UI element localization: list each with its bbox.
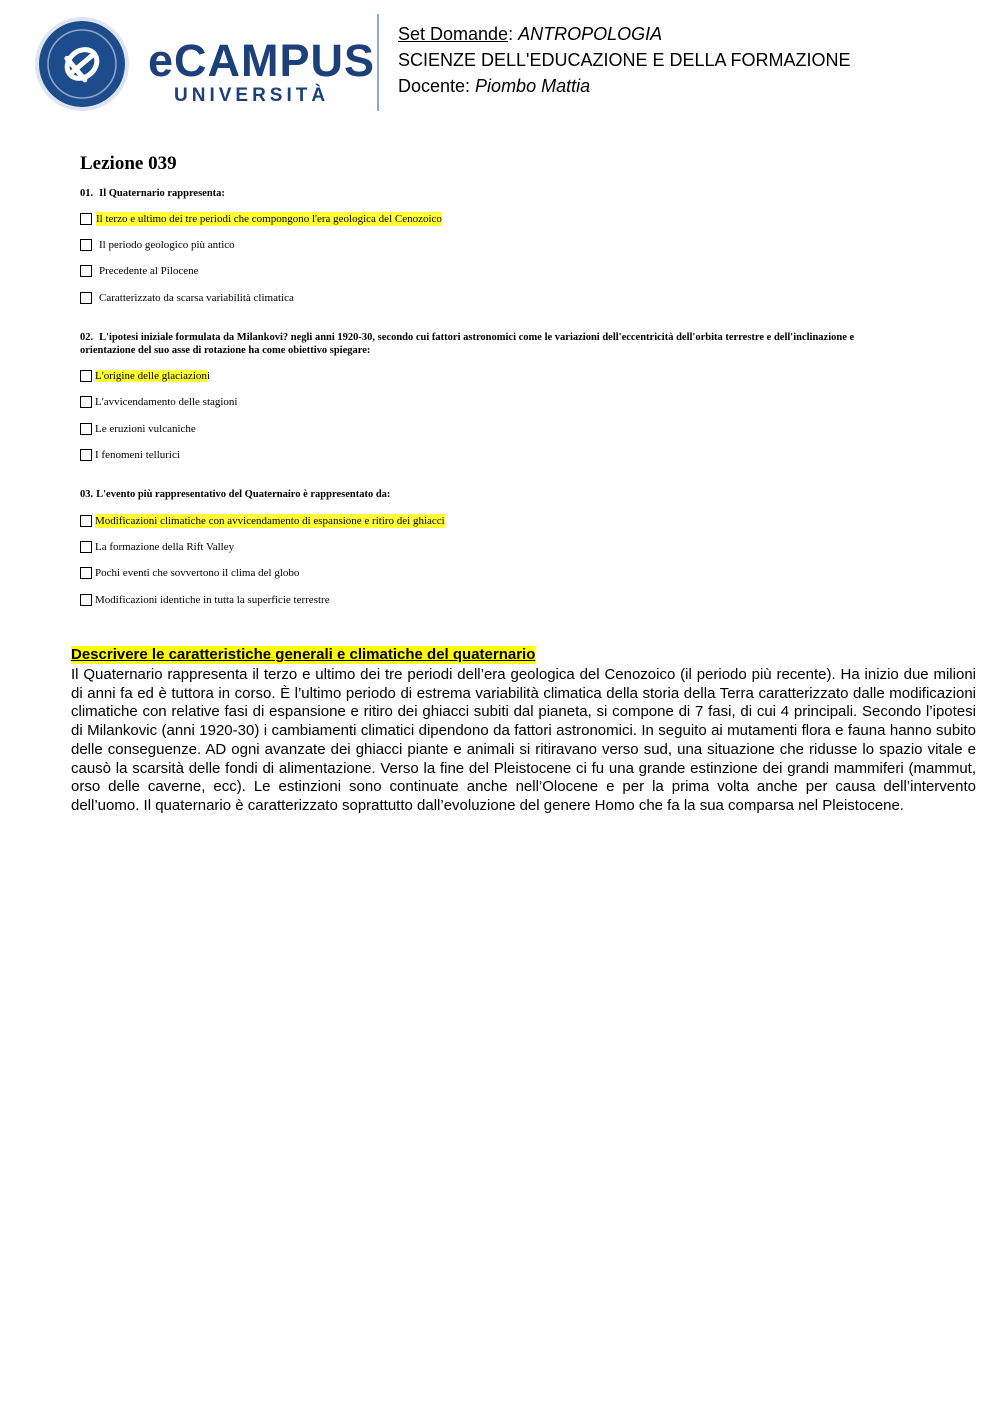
question-number: 01. <box>80 188 94 199</box>
question-2-option-1[interactable] <box>80 368 210 384</box>
question-3-text <box>80 488 880 501</box>
question-prompt: L'ipotesi iniziale formulata da Milankovi? negli anni 1920-30, secondo cui fattori astronomici come le variazioni dell'eccentricità dell'orbita terrestre e dell'inclinazione e orientazione del suo asse di rotazione ha come obiettivo spiegare: <box>80 332 855 356</box>
checkbox[interactable] <box>80 370 92 382</box>
option-label: Caratterizzato da scarsa variabilità climatica <box>99 292 294 304</box>
question-prompt: L'evento più rappresentativo del Quaternairo è rappresentato da: <box>96 489 391 500</box>
checkbox[interactable] <box>80 423 92 435</box>
description-title: Descrivere le caratteristiche generali e climatiche del quaternario <box>71 646 536 663</box>
docente-value: Piombo Mattia <box>475 76 591 96</box>
question-2-option-2[interactable] <box>80 394 238 410</box>
option-label: I fenomeni tellurici <box>95 449 180 461</box>
question-3-option-2[interactable] <box>80 539 234 555</box>
checkbox[interactable] <box>80 265 92 277</box>
option-label: L'avvicendamento delle stagioni <box>95 396 238 408</box>
logo-brand-text: eCAMPUS <box>148 35 376 86</box>
checkbox[interactable] <box>80 396 92 408</box>
lesson-title: Lezione 039 <box>80 153 177 174</box>
set-label: Set Domande <box>398 24 509 44</box>
ecampus-emblem-icon <box>34 16 130 112</box>
checkbox[interactable] <box>80 515 92 527</box>
question-3-option-3[interactable] <box>80 565 299 581</box>
option-label: Pochi eventi che sovvertono il clima del globo <box>95 567 300 579</box>
question-1-text <box>80 187 880 200</box>
checkbox[interactable] <box>80 541 92 553</box>
question-1-option-2[interactable] <box>80 237 235 253</box>
question-1-option-3[interactable] <box>80 263 199 279</box>
set-value: ANTROPOLOGIA <box>518 24 663 44</box>
question-1-option-1[interactable] <box>80 211 442 227</box>
set-separator: : <box>508 24 519 44</box>
checkbox[interactable] <box>80 292 92 304</box>
option-label: Modificazioni climatiche con avvicendamento di espansione e ritiro dei ghiacci <box>95 515 445 527</box>
option-label: Le eruzioni vulcaniche <box>95 423 196 435</box>
description-body: Il Quaternario rappresenta il terzo e ultimo dei tre periodi dell’era geologica del Cenozoico (il periodo più recente). Ha inizio due milioni di anni fa ed è tuttora in corso. È l’ultimo periodo di estrema variabilità climatica della storia della Terra caratterizzato dalle modificazioni climatiche con relative fasi di espansione e ritiro dei ghiacci subiti dal pianeta, si compone di 7 fasi, di cui 4 principali. Secondo l’ipotesi di Milankovic (anni 1920-30) i cambiamenti climatici dipendono da fattori astronomici. In seguito ai mutamenti flora e fauna hanno subito delle conseguenze. AD ogni avanzate dei ghiacci piante e animali si ritiravano verso sud, una situazione che ridusse lo spazio vitale e causò la scarsità delle fondi di alimentazione. Verso la fine del Pleistocene ci fu una grande estinzione dei grandi mammiferi (mammut, orso delle caverne, ecc). Le estinzioni sono continuate anche nell’Olocene e per la prima volta anche per causa dell’intervento dell’uomo. Il quaternario è caratterizzato soprattutto dall’evoluzione del genere Homo che fa la sua comparsa nel Pleistocene. <box>71 666 976 814</box>
checkbox[interactable] <box>80 449 92 461</box>
question-2-option-4[interactable] <box>80 447 180 463</box>
question-3-option-1[interactable] <box>80 513 445 529</box>
question-2-text <box>80 331 880 357</box>
checkbox[interactable] <box>80 567 92 579</box>
option-label: Precedente al Pilocene <box>99 265 199 277</box>
option-label: Il periodo geologico più antico <box>99 239 235 251</box>
question-number: 02. <box>80 332 94 343</box>
question-prompt: Il Quaternario rappresenta: <box>99 188 225 199</box>
ecampus-logo <box>34 16 376 112</box>
question-1-option-4[interactable] <box>80 290 294 306</box>
docente-label: Docente: <box>398 76 476 96</box>
checkbox[interactable] <box>80 239 92 251</box>
option-label: La formazione della Rift Valley <box>95 541 235 553</box>
checkbox[interactable] <box>80 594 92 606</box>
question-3-option-4[interactable] <box>80 592 330 608</box>
option-label: L'origine delle glaciazioni <box>95 370 210 382</box>
set-domande-line <box>398 25 662 43</box>
course-name: SCIENZE DELL'EDUCAZIONE E DELLA FORMAZIONE <box>398 50 851 70</box>
header-divider <box>377 14 379 111</box>
logo-brand-subtext: UNIVERSITÀ <box>174 85 330 106</box>
option-label: Il terzo e ultimo dei tre periodi che compongono l'era geologica del Cenozoico <box>96 213 442 225</box>
docente-line <box>398 77 590 95</box>
question-number: 03. <box>80 489 94 500</box>
question-2-option-3[interactable] <box>80 421 196 437</box>
option-label: Modificazioni identiche in tutta la superficie terrestre <box>95 594 330 606</box>
checkbox[interactable] <box>80 213 92 225</box>
